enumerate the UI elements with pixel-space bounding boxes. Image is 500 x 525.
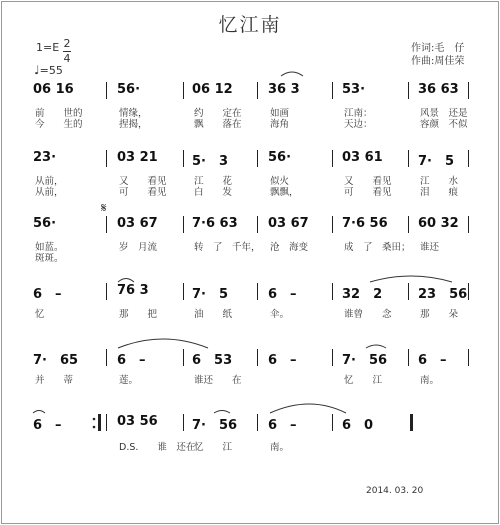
song-title: 忆江南 (218, 14, 282, 36)
lyric: 那 把 (119, 309, 158, 320)
lyric: 江 花 (194, 176, 233, 187)
lyric: 转 了 千年， (194, 242, 261, 253)
notation-measure: 36 63 (418, 82, 459, 97)
lyric: 情缘， (119, 108, 148, 119)
notation-measure: 60 32 (418, 216, 459, 231)
key-label: 1=E (36, 41, 60, 54)
notation-measure: 7· 65 (33, 353, 79, 368)
lyric: 可 看见 (119, 187, 167, 198)
notation-measure: 6 – (268, 353, 297, 368)
repeat-dot (93, 418, 96, 421)
notation-measure: 23· (33, 150, 57, 165)
lyric: 又 看见 (119, 176, 167, 187)
notation-measure: 6 – (268, 418, 297, 433)
notation-measure: 36 3 (268, 82, 300, 97)
lyric: 从前， (35, 187, 64, 198)
lyric: 如蓝。 (35, 242, 64, 253)
notation-measure: 06 16 (33, 82, 74, 97)
lyric: 飘飘， (270, 187, 299, 198)
lyric: 谁还 (420, 242, 440, 253)
slur (370, 276, 452, 282)
lyric: 白 发 (194, 187, 233, 198)
lyric: 并 蒂 (35, 375, 74, 386)
notation-measure: 7· 5 (418, 154, 455, 169)
lyric: 又 看见 (344, 176, 392, 187)
slur (118, 279, 134, 283)
lyric: 约 定在 (194, 108, 242, 119)
notation-measure: 03 56 (117, 414, 158, 429)
notation-measure: 32 2 (342, 287, 383, 302)
notation-measure: 6 – (33, 418, 62, 433)
notation-measure: 6 – (117, 353, 146, 368)
notation-measure: 7·6 63 (192, 216, 238, 231)
notation-measure: 56· (33, 216, 57, 231)
notation-measure: 53· (342, 82, 366, 97)
notation-measure: 03 67 (268, 216, 309, 231)
notation-measure: 76 3 (117, 283, 149, 298)
lyric: 从前， (35, 176, 64, 187)
slur (214, 411, 230, 414)
lyric: 可 看见 (344, 187, 392, 198)
quarter-note-icon: ♩ (34, 63, 40, 77)
notation-measure: 23 56 (418, 287, 468, 302)
lyric: 南。 (270, 442, 290, 453)
notation-measure: 06 12 (192, 82, 233, 97)
lyric: 忆 (35, 309, 45, 320)
time-sig-top: 2 (63, 37, 71, 50)
slur (281, 72, 303, 76)
repeat-dot (93, 426, 96, 429)
lyric: 飘 落在 (194, 119, 242, 130)
lyric: 如画 (270, 108, 290, 119)
lyric: 风景 还是 (420, 108, 468, 119)
lyric: 斑斑。 (35, 253, 64, 264)
lyric: 前 世的 (35, 108, 83, 119)
notation-measure: 03 67 (117, 216, 158, 231)
notation-measure: 56· (268, 150, 292, 165)
segno-icon: 𝄋 (101, 201, 107, 216)
composer: 作曲:周佳荣 (411, 56, 465, 67)
notation-measure: 6 – (33, 287, 62, 302)
repeat-bar-thick (98, 414, 101, 431)
notation-measure: 7·6 56 (342, 216, 388, 231)
lyric: 成 了 桑田； (344, 242, 411, 253)
lyric: 南。 (420, 375, 440, 386)
notation-measure: 03 61 (342, 150, 383, 165)
notation-measure: 56· (117, 82, 141, 97)
lyric: 天边： (344, 119, 373, 130)
slur (366, 345, 386, 348)
lyric: 油 纸 (194, 309, 233, 320)
notation-measure: 5· 3 (192, 154, 229, 169)
lyric: 江 水 (420, 176, 459, 187)
notation-measure: 6 53 (192, 353, 233, 368)
tempo-value: =55 (39, 64, 63, 77)
lyric: 谁曾 念 (344, 309, 392, 320)
notation-measure: 6 – (418, 353, 447, 368)
notation-measure: 7· 5 (192, 287, 229, 302)
lyric: 那 朵 (420, 309, 459, 320)
notation-measure: 7· 56 (192, 418, 238, 433)
time-sig-bottom: 4 (63, 52, 71, 65)
notation-measure: 7· 56 (342, 353, 388, 368)
lyric: 捏揭， (119, 119, 148, 130)
lyric: 莲。 (119, 375, 139, 386)
slur (118, 339, 208, 348)
final-bar-thick (410, 414, 413, 431)
notation-measure: 6 0 (342, 418, 374, 433)
lyric: 岁 月流 (119, 242, 158, 253)
lyric: 伞。 (270, 309, 290, 320)
slur (270, 404, 346, 413)
lyric: 今 生的 (35, 119, 83, 130)
lyric: 谁还 在 (194, 375, 242, 386)
lyric: 海角 (270, 119, 290, 130)
notation-measure: 6 – (268, 287, 297, 302)
lyric: 泪 痕 (420, 187, 459, 198)
date-stamp: 2014. 03. 20 (366, 486, 424, 496)
notation-measure: 03 21 (117, 150, 158, 165)
lyric: 江南： (344, 108, 373, 119)
lyricist: 作词:毛 仔 (411, 43, 465, 54)
lyric: 似火 (270, 176, 290, 187)
lyric: 容颜 不似 (420, 119, 468, 130)
lyric: 忆 江 (344, 375, 383, 386)
lyric: D.S. 谁 还在 (119, 442, 196, 453)
lyric: 忆 江 (194, 442, 233, 453)
slur (33, 411, 45, 414)
lyric: 沧 海变 (270, 242, 309, 253)
